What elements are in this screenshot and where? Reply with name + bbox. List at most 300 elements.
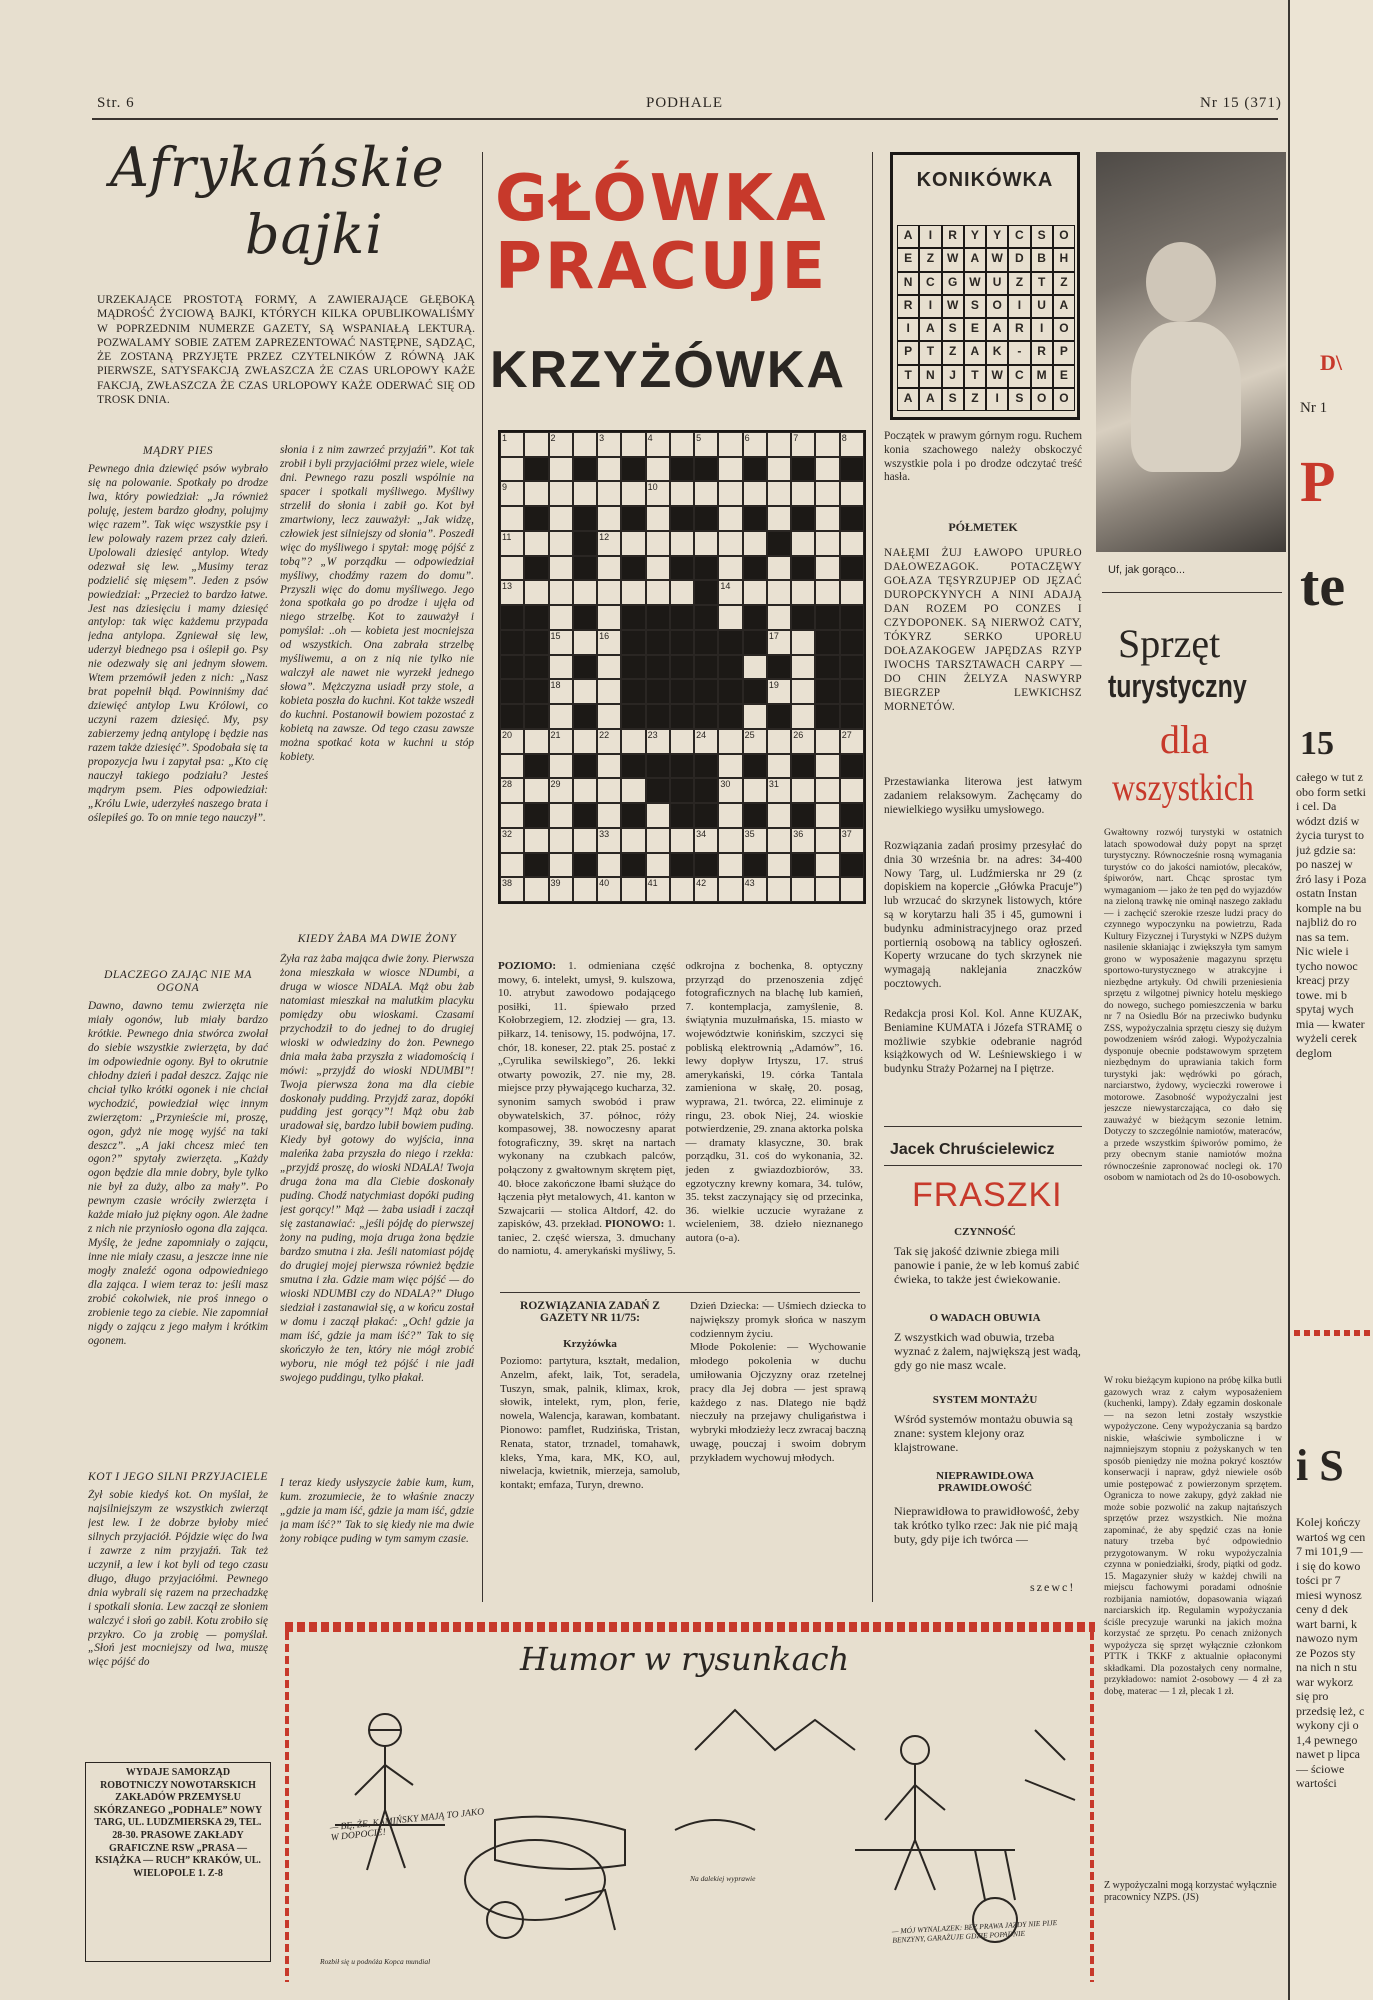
crossword-cell[interactable] — [815, 556, 839, 581]
crossword-block — [840, 853, 864, 878]
crossword-cell[interactable] — [500, 506, 524, 531]
crossword-block — [670, 679, 694, 704]
crossword-block — [791, 506, 815, 531]
crossword-block — [670, 605, 694, 630]
crossword-cell[interactable] — [840, 877, 864, 902]
crossword-cell[interactable] — [670, 531, 694, 556]
crossword-cell[interactable] — [646, 803, 670, 828]
crossword-cell[interactable] — [524, 729, 548, 754]
crossword-cell[interactable] — [815, 432, 839, 457]
crossword-clue-number: 33 — [599, 828, 610, 839]
crossword-clue-number: 7 — [793, 433, 799, 443]
crossword-cell[interactable] — [549, 803, 573, 828]
konikowka-cell: W — [986, 365, 1008, 388]
konikowka-cell: R — [897, 295, 919, 318]
konikowka-cell: S — [942, 318, 964, 341]
konikowka-cell: - — [1008, 341, 1030, 364]
crossword-cell[interactable] — [500, 754, 524, 779]
crossword-cell[interactable] — [791, 778, 815, 803]
crossword-cell[interactable] — [743, 828, 767, 853]
crossword-block — [718, 679, 742, 704]
crossword-cell[interactable] — [791, 580, 815, 605]
konikowka-cell: O — [986, 295, 1008, 318]
crossword-cell[interactable] — [791, 704, 815, 729]
cartoon-caption-3: Na dalekiej wyprawie — [690, 1874, 756, 1883]
crossword-cell[interactable] — [597, 481, 621, 506]
crossword-cell[interactable] — [573, 877, 597, 902]
crossword-cell[interactable] — [718, 877, 742, 902]
crossword-clue-number: 8 — [841, 433, 847, 443]
crossword-cell[interactable] — [646, 729, 670, 754]
crossword-cell[interactable] — [549, 655, 573, 680]
crossword-cell[interactable] — [646, 481, 670, 506]
crossword-cell[interactable] — [791, 630, 815, 655]
crossword-block — [621, 754, 645, 779]
crossword-clue-number: 17 — [768, 630, 779, 641]
cartoon-caption-1: — BĘ, ŻE, KAMIŃSKY MAJĄ TO JAKO W DOPOCIE! — [329, 1807, 485, 1844]
konikowka-cell: A — [919, 388, 941, 411]
crossword-block — [743, 803, 767, 828]
crossword-cell[interactable] — [767, 506, 791, 531]
crossword-cell[interactable] — [500, 457, 524, 482]
crossword-cell[interactable] — [767, 556, 791, 581]
crossword-cell[interactable] — [743, 655, 767, 680]
crossword-block — [621, 704, 645, 729]
crossword-block — [743, 853, 767, 878]
crossword-cell[interactable] — [597, 828, 621, 853]
crossword-cell[interactable] — [743, 877, 767, 902]
crossword-cell[interactable] — [621, 432, 645, 457]
konikowka-cell: Z — [1053, 272, 1075, 295]
konikowka-cell: G — [942, 272, 964, 295]
crossword-cell[interactable] — [524, 828, 548, 853]
crossword-cell[interactable] — [549, 580, 573, 605]
crossword-cell[interactable] — [524, 778, 548, 803]
crossword-cell[interactable] — [646, 432, 670, 457]
crossword-cell[interactable] — [767, 605, 791, 630]
konikowka-cell: A — [897, 388, 919, 411]
crossword-cell[interactable] — [573, 432, 597, 457]
crossword-cell[interactable] — [646, 556, 670, 581]
crossword-cell[interactable] — [549, 754, 573, 779]
crossword-cell[interactable] — [767, 754, 791, 779]
crossword-cell[interactable] — [500, 828, 524, 853]
crossword-cell[interactable] — [549, 877, 573, 902]
crossword-cell[interactable] — [791, 531, 815, 556]
page-number: Str. 6 — [97, 95, 135, 111]
photo-child — [1096, 152, 1286, 552]
crossword-cell[interactable] — [767, 432, 791, 457]
crossword-cell[interactable] — [621, 828, 645, 853]
crossword-block — [840, 754, 864, 779]
story3-title: KOT I JEGO SILNI PRZYJACIELE — [88, 1470, 268, 1483]
crossword-block — [791, 853, 815, 878]
polmetek-note: Przestawianka literowa jest łatwym zadaniem relaksowym. Zachęcamy do niewielkiego wysiłku umysłowego. — [884, 776, 1082, 816]
crossword-cell[interactable] — [573, 778, 597, 803]
crossword-cell[interactable] — [791, 828, 815, 853]
crossword-clue-number: 10 — [647, 482, 658, 493]
crossword-block — [500, 630, 524, 655]
strip-big-2: te — [1300, 553, 1346, 618]
crossword-cell[interactable] — [549, 432, 573, 457]
crossword-cell[interactable] — [549, 506, 573, 531]
crossword-cell[interactable] — [670, 828, 694, 853]
crossword-cell[interactable] — [718, 580, 742, 605]
konikowka-cell: B — [1031, 248, 1053, 271]
crossword-cell[interactable] — [573, 481, 597, 506]
crossword-cell[interactable] — [646, 877, 670, 902]
crossword-clue-number: 16 — [599, 630, 610, 641]
fraszka1-text: Tak się jakość dziwnie zbiega mili panowie i panie, że w leb komuś zabić ćwieka, to także jest ćwiekowanie. — [894, 1244, 1080, 1287]
crossword-cell[interactable] — [791, 729, 815, 754]
crossword-cell[interactable] — [767, 778, 791, 803]
crossword-heading: KRZYŻÓWKA — [490, 341, 846, 399]
crossword-cell[interactable] — [573, 729, 597, 754]
crossword-clue-number: 29 — [550, 779, 561, 790]
crossword-block — [743, 556, 767, 581]
crossword-cell[interactable] — [743, 729, 767, 754]
clues-down: 1. taniec, 2. część wiersza, 3. dmuchany do namiotu, 4. amerykański myśliwy, 5. odkrojna z bochenka, 8. optyczny przyrząd do przenoszenia zdjęć fotograficznych na blachę lub kamień, 7. kontemplacja, zamyślenie, 8. świątynia muzułmańska, 15. miasto w województwie konińskim, szczyci się pobliską elektrownią „Adamów”, 16. lewy dopływ Irtyszu, 17. struś amerykański, 19. córka Tantala zamieniona w skałę, 20. posag, wyprawa, 21. twórca, 22. eliminuje z ringu, 23. obok Niej, 24. wioskie potwierdzenie, 29. znana aktorka polska — dramaty klasyczne, 30. brak porządku, 31. coś do wykonania, 32. jeden z gwiazdozbiorów, 33. egzotyczny krewny komara, 34. tulów, 35. tekst zaczynający się od przecinka, 36. wielkie uczucie wyrażane z wcieleniem, 38. dzieło nieznanego autora (o-a). — [498, 960, 863, 1258]
crossword-cell[interactable] — [646, 853, 670, 878]
crossword-cell[interactable] — [767, 630, 791, 655]
strip-big-1: P — [1300, 449, 1336, 514]
crossword-block — [500, 679, 524, 704]
crossword-cell[interactable] — [549, 605, 573, 630]
crossword-cell[interactable] — [670, 432, 694, 457]
crossword-cell[interactable] — [597, 729, 621, 754]
konikowka-cell: U — [986, 272, 1008, 295]
konikowka-cell: N — [897, 272, 919, 295]
crossword-block — [621, 853, 645, 878]
crossword-cell[interactable] — [815, 481, 839, 506]
crossword-clue-number: 19 — [768, 680, 779, 691]
crossword-cell[interactable] — [767, 729, 791, 754]
crossword-cell[interactable] — [597, 655, 621, 680]
crossword-block — [718, 704, 742, 729]
crossword-clue-number: 30 — [720, 779, 731, 790]
crossword-block — [621, 679, 645, 704]
crossword-block — [743, 605, 767, 630]
crossword-block — [646, 704, 670, 729]
crossword-cell[interactable] — [573, 828, 597, 853]
crossword-cell[interactable] — [597, 704, 621, 729]
fraszka3-text: Wśród systemów montażu obuwia są znane: system klejony oraz klajstrowane. — [894, 1412, 1073, 1455]
crossword-cell[interactable] — [815, 580, 839, 605]
crossword-cell[interactable] — [621, 778, 645, 803]
crossword-cell[interactable] — [718, 828, 742, 853]
crossword-block — [573, 754, 597, 779]
crossword-cell[interactable] — [815, 754, 839, 779]
crossword-block — [815, 704, 839, 729]
konikowka-cell: T — [919, 341, 941, 364]
crossword-cell[interactable] — [840, 531, 864, 556]
crossword-cell[interactable] — [718, 778, 742, 803]
crossword-clue-number: 39 — [550, 878, 561, 889]
cartoon-caption-2: Rozbił się u podnóża Kopca mundial — [320, 1957, 431, 1966]
crossword-cell[interactable] — [621, 729, 645, 754]
crossword-cell[interactable] — [767, 580, 791, 605]
story1-text: Pewnego dnia dziewięć psów wybrało się na polowanie. Spotkały po drodze lwa, który powiedział: „Ja również poluję, jestem bardzo głodny, polujmy więc razem”. Tak więc wszystkie psy i lew polowały razem przez cały dzień. Upolowali dziesięć antylop. Wtedy odezwał się lew. „Musimy teraz podzielić się mięsem”. Jeden z psów powiedział: „Przecież to bardzo łatwe. Jest nas dziesięciu i mamy dziesięć antylop: tak więc każdemu przypada jedna antylopa. Zgniewał się lew, uderzył biednego psa i oślepił go. Psy nie odezwały się ani jednym słowem. Wtem przemówił jeden z nich: „Nasz brat popełnił błąd. Powinniśmy dać dziewięć antylop Lwu Królowi, co uczyni razem dziesięć. My, psy zabierzemy jedną antylopę i będzie nas razem także dziesięć”. Spodobała się ta propozycja lwu i zapytał psa: „Kto cię nauczył takiego podziału? Jesteś mądrym psem. Pies odpowiedział: „Królu Lwie, uderzyłeś naszego brata i oślepiłeś go. To on mnie tego nauczył”. — [88, 463, 268, 824]
crossword-cell[interactable] — [815, 457, 839, 482]
crossword-cell[interactable] — [767, 803, 791, 828]
crossword-cell[interactable] — [815, 877, 839, 902]
konikowka-cell: A — [919, 318, 941, 341]
crossword-cell[interactable] — [840, 432, 864, 457]
crossword-cell[interactable] — [524, 531, 548, 556]
crossword-cell[interactable] — [718, 803, 742, 828]
konikowka-cell: E — [1053, 365, 1075, 388]
crossword-cell[interactable] — [549, 556, 573, 581]
crossword-cell[interactable] — [597, 877, 621, 902]
crossword-cell[interactable] — [670, 580, 694, 605]
crossword-block — [743, 679, 767, 704]
crossword-cell[interactable] — [718, 729, 742, 754]
strip-number: 15 — [1300, 725, 1334, 762]
crossword-cell[interactable] — [549, 679, 573, 704]
crossword-cell[interactable] — [815, 506, 839, 531]
crossword-cell[interactable] — [840, 778, 864, 803]
crossword-cell[interactable] — [718, 853, 742, 878]
crossword-cell[interactable] — [743, 778, 767, 803]
crossword-cell[interactable] — [597, 803, 621, 828]
crossword-cell[interactable] — [840, 828, 864, 853]
crossword-cell[interactable] — [646, 531, 670, 556]
crossword-cell[interactable] — [500, 531, 524, 556]
story2-title: DLACZEGO ZAJĄC NIE MA OGONA — [103, 968, 252, 994]
crossword-clue-number: 23 — [647, 729, 658, 740]
article-title-line2: bajki — [245, 203, 384, 266]
crossword-cell[interactable] — [500, 853, 524, 878]
crossword-cell[interactable] — [718, 754, 742, 779]
submission-rules: Rozwiązania zadań prosimy przesyłać do dnia 30 września br. na adres: 34-400 Nowy Targ, ul. Ludźmierska nr 29 (z dopiskiem na kopercie „Główka Pracuje”) lub wrzucać do skrzynek listowych, które są w korytarzu hali 35 i 45, gumowni i budynku administracyjnego oraz przed portiernią osobową na tablicy ogłoszeń. Koperty wrzucane do tych skrzynek nie wymagają naklejania znaczków pocztowych. — [884, 840, 1082, 990]
crossword-cell[interactable] — [646, 828, 670, 853]
crossword-cell[interactable] — [743, 580, 767, 605]
crossword-cell[interactable] — [767, 877, 791, 902]
crossword-block — [670, 778, 694, 803]
konikowka-box — [890, 152, 1080, 420]
crossword-clue-number: 20 — [502, 729, 513, 740]
crossword-cell[interactable] — [815, 729, 839, 754]
solution-title: ROZWIĄZANIA ZADAŃ Z GAZETY NR 11/75: — [520, 1300, 660, 1324]
crossword-clue-number: 38 — [502, 878, 513, 889]
crossword-block — [524, 704, 548, 729]
konikowka-cell: C — [1008, 365, 1030, 388]
crossword-block — [791, 754, 815, 779]
crossword-block — [694, 655, 718, 680]
crossword-cell[interactable] — [694, 828, 718, 853]
crossword-cell[interactable] — [815, 828, 839, 853]
crossword-cell[interactable] — [524, 481, 548, 506]
crossword-cell[interactable] — [767, 853, 791, 878]
crossword-cell[interactable] — [767, 481, 791, 506]
crossword-cell[interactable] — [549, 828, 573, 853]
crossword-cell[interactable] — [597, 853, 621, 878]
crossword-cell[interactable] — [500, 481, 524, 506]
paper-title: PODHALE — [646, 95, 723, 111]
crossword-cell[interactable] — [767, 679, 791, 704]
crossword-cell[interactable] — [549, 481, 573, 506]
konikowka-cell: R — [1008, 318, 1030, 341]
crossword-cell[interactable] — [597, 580, 621, 605]
crossword-block — [840, 655, 864, 680]
crossword-cell[interactable] — [597, 778, 621, 803]
crossword-cell[interactable] — [694, 877, 718, 902]
crossword-cell[interactable] — [815, 803, 839, 828]
crossword-cell[interactable] — [743, 531, 767, 556]
humor-border-right — [1090, 1632, 1094, 1982]
crossword-block — [524, 679, 548, 704]
crossword-cell[interactable] — [791, 481, 815, 506]
crossword-block — [573, 704, 597, 729]
crossword-block — [840, 704, 864, 729]
crossword-cell[interactable] — [549, 704, 573, 729]
crossword-block — [767, 655, 791, 680]
story1-block — [88, 444, 268, 1739]
crossword-cell[interactable] — [840, 481, 864, 506]
crossword-cell[interactable] — [791, 655, 815, 680]
crossword-cell[interactable] — [670, 481, 694, 506]
crossword-cell[interactable] — [597, 754, 621, 779]
konikowka-cell: Y — [986, 225, 1008, 248]
crossword-clue-number: 13 — [502, 581, 513, 592]
konikowka-cell: T — [1031, 272, 1053, 295]
crossword-clue-number: 25 — [744, 729, 755, 740]
crossword-cell[interactable] — [718, 457, 742, 482]
crossword-cell[interactable] — [573, 580, 597, 605]
crossword-cell[interactable] — [597, 605, 621, 630]
crossword-cell[interactable] — [743, 481, 767, 506]
crossword-cell[interactable] — [549, 729, 573, 754]
crossword-cell[interactable] — [621, 580, 645, 605]
crossword-cell[interactable] — [815, 531, 839, 556]
crossword-cell[interactable] — [718, 556, 742, 581]
crossword-cell[interactable] — [524, 580, 548, 605]
crossword-cell[interactable] — [718, 531, 742, 556]
sprzet-title-line4: wszystkich — [1112, 767, 1254, 809]
fraszki-rule-bottom — [884, 1165, 1082, 1166]
crossword-block — [694, 580, 718, 605]
crossword-block — [573, 457, 597, 482]
crossword-cell[interactable] — [815, 853, 839, 878]
crossword-clue-number: 18 — [550, 680, 561, 691]
crossword-block — [573, 655, 597, 680]
crossword-cell[interactable] — [767, 828, 791, 853]
crossword-block — [670, 754, 694, 779]
crossword-cell[interactable] — [791, 679, 815, 704]
crossword-block — [694, 457, 718, 482]
crossword-cell[interactable] — [646, 457, 670, 482]
sprzet-title-line3: dla — [1160, 717, 1209, 762]
crossword-cell[interactable] — [646, 580, 670, 605]
crossword-cell[interactable] — [500, 778, 524, 803]
crossword-cell[interactable] — [524, 432, 548, 457]
crossword-cell[interactable] — [500, 580, 524, 605]
crossword-cell[interactable] — [573, 679, 597, 704]
header-rule — [92, 118, 1278, 120]
crossword-cell[interactable] — [840, 580, 864, 605]
crossword-grid[interactable] — [498, 430, 866, 904]
crossword-cell[interactable] — [694, 481, 718, 506]
crossword-cell[interactable] — [621, 531, 645, 556]
crossword-cell[interactable] — [621, 481, 645, 506]
crossword-cell[interactable] — [767, 457, 791, 482]
crossword-cell[interactable] — [815, 778, 839, 803]
crossword-cell[interactable] — [597, 630, 621, 655]
crossword-block — [791, 803, 815, 828]
konikowka-cell: S — [1008, 388, 1030, 411]
crossword-cell[interactable] — [500, 432, 524, 457]
crossword-cell[interactable] — [670, 877, 694, 902]
crossword-cell[interactable] — [549, 778, 573, 803]
crossword-cell[interactable] — [718, 481, 742, 506]
crossword-cell[interactable] — [597, 556, 621, 581]
crossword-cell[interactable] — [791, 877, 815, 902]
konikowka-cell: R — [1031, 341, 1053, 364]
crossword-block — [767, 531, 791, 556]
konikowka-instructions: Początek w prawym górnym rogu. Ruchem konia szachowego należy obskoczyć wszystkie pola i po drodze odczytać treść hasła. — [884, 430, 1082, 484]
story3-text: Żył sobie kiedyś kot. On myślał, że najsilniejszym ze wszystkich zwierząt jest lew. I że dobrze byłoby mieć silnych przyjaciół. Pójdzie więc do lwa i zawrze z nim przyjaźń. Tak też uczynił, a lew i kot byli od tego czasu długo, długo przyjaciółmi. Pewnego dnia wybrali się razem na przechadzkę i spotkali słonia. Lew zaczął ze słoniem walczyć i słoń go zabił. Kotu zrobiło się przykro. Co ja zrobię — pomyślał. „Słoń jest mocniejszy od lwa, muszę więc pójść do — [88, 1489, 268, 1669]
crossword-cell[interactable] — [597, 457, 621, 482]
crossword-cell[interactable] — [743, 432, 767, 457]
crossword-cell[interactable] — [597, 432, 621, 457]
crossword-cell[interactable] — [500, 729, 524, 754]
crossword-clue-number: 21 — [550, 729, 561, 740]
crossword-cell[interactable] — [597, 506, 621, 531]
konikowka-cell: W — [942, 248, 964, 271]
crossword-block — [524, 605, 548, 630]
crossword-cell[interactable] — [694, 432, 718, 457]
crossword-cell[interactable] — [621, 877, 645, 902]
crossword-clues — [498, 960, 863, 1290]
sprzet-title-line2: turystyczny — [1108, 668, 1247, 704]
crossword-cell[interactable] — [718, 506, 742, 531]
crossword-cell[interactable] — [694, 729, 718, 754]
crossword-cell[interactable] — [597, 679, 621, 704]
crossword-cell[interactable] — [743, 704, 767, 729]
crossword-cell[interactable] — [597, 531, 621, 556]
crossword-block — [573, 605, 597, 630]
crossword-cell[interactable] — [549, 853, 573, 878]
crossword-cell[interactable] — [646, 506, 670, 531]
crossword-clue-number: 11 — [502, 531, 512, 542]
story4-text: Żyła raz żaba mająca dwie żony. Pierwsza żona mieszkała w wiosce NDumbi, a druga w wiosce NDALA. Mąż obu żab natomiast mieszkał na malutkim placyku pomiędzy obu wioskami. Czasami przychodził to do jednej to do drugiej wioski w odwiedziny do żon. Pewnego dnia mała żaba przyszła z wiadomością i mówi: „przyjdź do wioski NDUMBI”! Twoja pierwsza żona ma dla ciebie doskonały pudding. Przyjdź zaraz, dopóki pudding jest gorący”! Mąż obu żab uradował się, bardzo lubił bowiem puding. Kiedy był gotowy do wyjścia, inna maleńka żaba przyszła do niego i rzekła: „przyjdź proszę, do wioski NDALA! Twoja druga żona ma dla Ciebie doskonały puding. Chodź natychmiast dopóki puding jest gorący!” Mąż — żaba usiadł i zaczął się zastanawiać: „jeśli pójdę do pierwszej żony na puding, moja druga żona będzie bardzo smutna i zła. Jeśli natomiast pójdę do drugiej mojej pierwsza również będzie smutna i zła. Gdzie mam więc pójść — do wioski NDUMBI czy do NDALA?” Długo siedział i zastanawiał się, a w końcu został w domu i zaczął płakać: „Och! gdzie ja mam iść, gdzie ja mam iść?” Tak to się skończyło że ten, który nie mógł zrobić wyboru, nie mógł też pójść i nie jadł swojego puddingu, tylko płakał. — [280, 953, 474, 1384]
crossword-clue-number: 5 — [696, 433, 702, 443]
crossword-block — [500, 605, 524, 630]
crossword-clue-number: 37 — [841, 828, 852, 839]
crossword-cell[interactable] — [524, 877, 548, 902]
crossword-cell[interactable] — [549, 457, 573, 482]
konikowka-cell: D — [1008, 248, 1030, 271]
crossword-cell[interactable] — [718, 605, 742, 630]
crossword-cell[interactable] — [549, 531, 573, 556]
crossword-cell[interactable] — [694, 531, 718, 556]
crossword-cell[interactable] — [840, 729, 864, 754]
crossword-cell[interactable] — [718, 432, 742, 457]
crossword-cell[interactable] — [549, 630, 573, 655]
crossword-block — [670, 556, 694, 581]
crossword-cell[interactable] — [500, 877, 524, 902]
crossword-cell[interactable] — [670, 729, 694, 754]
sprzet-text-2: W roku bieżącym kupiono na próbę kilka butli gazowych wraz z całym wyposażeniem (kuchenki, lampy). Zdały egzamin doskonale — na sezon letni zostały wszystkie wypożyczone. Ceny wypożyczania są bardzo niskie, właściwie symboliczne i w najmniejszym stopniu z pożyskanych w ten sposób pieniędzy nie można pokryć kosztów konserwacji i napraw, gdyż niewiele osób umie postępować z powierzonym sprzętem. Ogranicza to nowe zakupy, gdyż zakład nie może sobie pozwolić na zakup najtańszych sprzętów przez wszystkich. Nie można zapominać, że aby spędzić czas na łonie natury trzeba być odpowiednio przygotowanym. W roku wypożyczalnia czynna w poniedziałki, środy, piątki od godz. 15. Magazynier służy w każdej chwili na miejscu fachowymi poradami odnośnie rozbijania namiotów, dopasowania wiązań narciarskich itp. Regulamin wypożyczania ściśle precyzuje warunki na jakich można korzystać ze sprzętu. Po cenach zniżonych wypożycza się sprzęt wyłącznie członkom PTTK i TKKF z aktualnie opłaconymi składkami. Dla pozostałych ceny normalne, przykładowo: namiot 2-osobowy — 4 zł za dobę, materac — 1 zł, plecak 1 zł. — [1104, 1376, 1282, 1697]
crossword-cell[interactable] — [500, 556, 524, 581]
crossword-clue-number: 31 — [768, 779, 779, 790]
crossword-block — [840, 605, 864, 630]
crossword-cell[interactable] — [791, 432, 815, 457]
crossword-cell[interactable] — [573, 630, 597, 655]
konikowka-cell: U — [1031, 295, 1053, 318]
crossword-cell[interactable] — [500, 803, 524, 828]
article-title-line1: Afrykańskie — [110, 136, 445, 199]
